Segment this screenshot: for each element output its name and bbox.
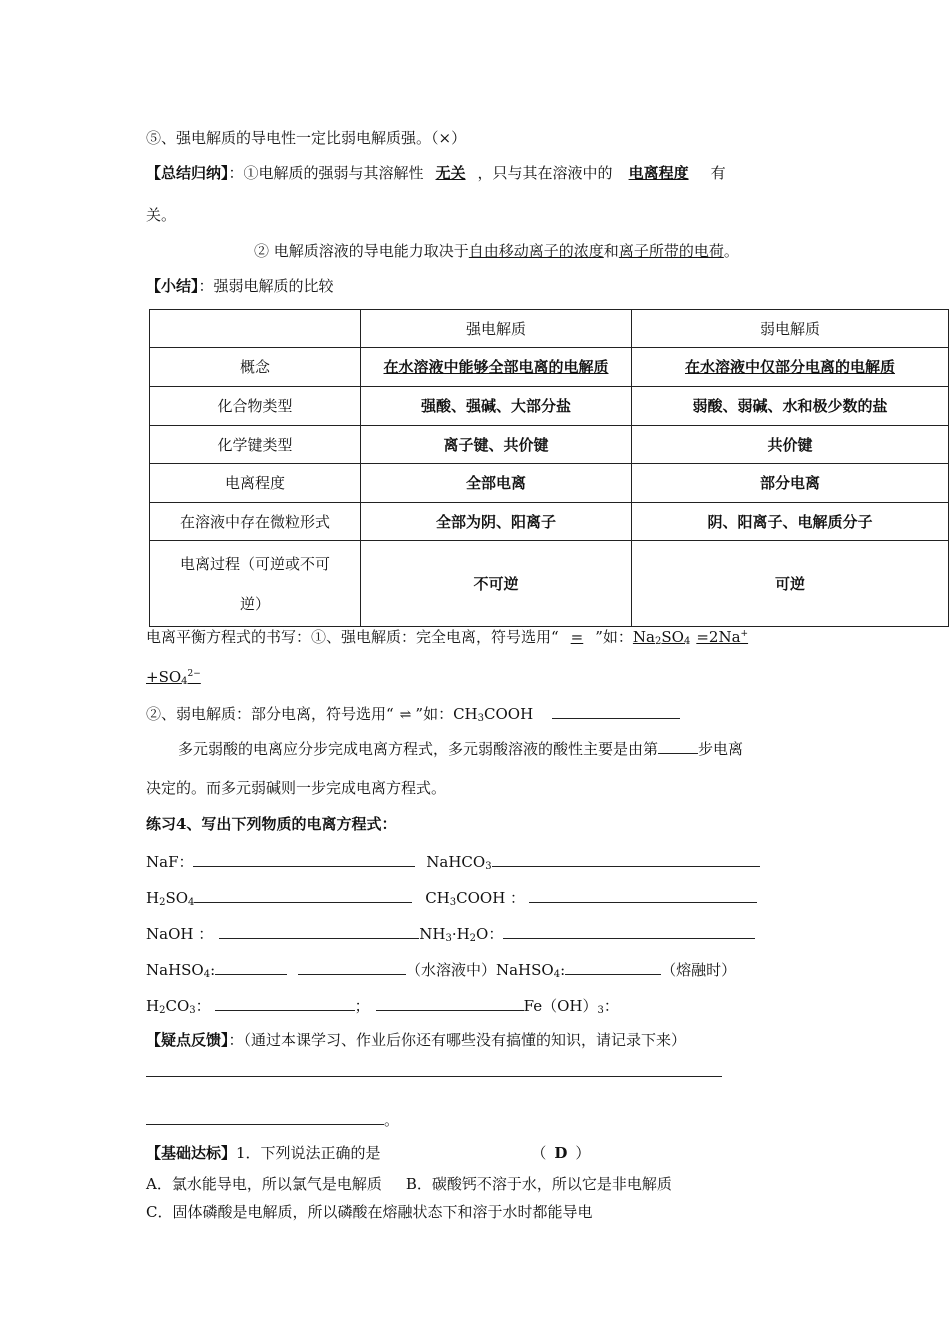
- q1-options-ab: [146, 1174, 672, 1194]
- exercise-row-4: NaHSO$_4$: （水溶液中）NaHSO$_4$: （熔融时）: [146, 958, 736, 985]
- feedback-line-2: 。: [146, 1108, 399, 1130]
- exercise-row-3: NaOH ： $NH_3\cdot H_2O$：: [146, 922, 755, 949]
- table-row: 化合物类型 强酸、强碱、大部分盐 弱酸、弱碱、水和极少数的盐: [150, 387, 949, 426]
- exercise-4-title: 练习4、写出下列物质的电离方程式：: [146, 815, 397, 833]
- comparison-table: [149, 309, 949, 627]
- fill-ionization: 电离程度: [628, 164, 689, 182]
- naf-answer-field[interactable]: [193, 850, 415, 867]
- polyprotic-note: 多元弱酸的电离应分步完成电离方程式，多元弱酸溶液的酸性主要是由第 步电离: [178, 737, 743, 759]
- nh3h2o-answer-field[interactable]: [503, 922, 755, 939]
- option-c: C．固体磷酸是电解质，所以磷酸在熔融状态下和溶于水时都能导电: [146, 1203, 593, 1221]
- ch3cooh-exercise-field[interactable]: [529, 886, 757, 903]
- nahco3-answer-field[interactable]: [492, 850, 760, 867]
- summary-line-1-cont: 关。: [146, 206, 177, 224]
- table-row: 化学键类型 离子键、共价键 共价键: [150, 426, 949, 464]
- exercise-row-5: $H_2CO_3$： ； $Fe(OH)_3$：: [146, 994, 619, 1021]
- h2co3-step2-field[interactable]: [376, 994, 524, 1011]
- option-a: A．氯水能导电，所以氯气是电解质: [146, 1175, 382, 1193]
- na2so4-equation: $Na_2SO_4 =2Na^+$: [632, 628, 749, 647]
- feedback-answer-line-2[interactable]: [146, 1108, 384, 1125]
- naoh-answer-field[interactable]: [219, 922, 419, 939]
- summary-tag: 【总结归纳】: [146, 164, 229, 182]
- eq-strong-cont: $+SO_4^{2-}$: [146, 668, 201, 687]
- option-b: B．碳酸钙不溶于水，所以它是非电解质: [405, 1175, 672, 1193]
- table-row: 概念 在水溶液中能够全部电离的电解质 在水溶液中仅部分电离的电解质: [150, 348, 949, 387]
- step-answer-field[interactable]: [658, 737, 698, 754]
- feedback-answer-line-1[interactable]: [146, 1076, 722, 1077]
- small-summary: 【小结】：强弱电解质的比较: [146, 277, 334, 295]
- statement-5: ⑤、强电解质的导电性一定比弱电解质强。（×）: [146, 129, 467, 147]
- polyprotic-note-cont: 决定的。而多元弱碱则一步完成电离方程式。: [146, 779, 447, 797]
- table-row: 强电解质 弱电解质: [150, 310, 949, 348]
- feedback: 【疑点反馈】：（通过本课学习、作业后你还有哪些没有搞懂的知识，请记录下来）: [146, 1031, 687, 1049]
- h2so4-answer-field[interactable]: [194, 886, 412, 903]
- eq-weak: ②、弱电解质：部分电离，符号选用“ ⇌ ”如：$CH_3COOH$: [146, 702, 680, 729]
- ch3cooh-answer-field[interactable]: [552, 702, 680, 719]
- exercise-row-2: $H_2SO_4$ $CH_3COOH$ ：: [146, 886, 757, 913]
- basic-q1: 【基础达标】1．下列说法正确的是 （ D ）: [146, 1144, 591, 1162]
- table-row: 电离程度 全部电离 部分电离: [150, 464, 949, 503]
- nahso4-aq-field-2[interactable]: [298, 958, 406, 975]
- nahso4-melt-field[interactable]: [565, 958, 661, 975]
- eq-strong: 电离平衡方程式的书写：①、强电解质：完全电离，符号选用“ = ”如：$Na_2SO_4 =2Na^+$: [146, 628, 749, 647]
- summary-line-1: 【总结归纳】：①电解质的强弱与其溶解性 无关 ，只与其在溶液中的 电离程度 有: [146, 164, 726, 182]
- nahso4-aq-field-1[interactable]: [215, 958, 287, 975]
- table-row: 在溶液中存在微粒形式 全部为阴、阳离子 阴、阳离子、电解质分子: [150, 503, 949, 541]
- summary-line-2: ② 电解质溶液的导电能力取决于自由移动离子的浓度和离子所带的电荷。: [254, 242, 739, 260]
- q1-answer: D: [554, 1144, 568, 1162]
- exercise-row-1: NaF： NaHCO$_3$: [146, 850, 760, 877]
- h2co3-step1-field[interactable]: [215, 994, 355, 1011]
- reversible-arrow-icon: ⇌: [399, 707, 410, 723]
- fill-solubility: 无关: [435, 164, 466, 182]
- table-row: 电离过程（可逆或不可 逆） 不可逆 可逆: [150, 541, 949, 627]
- fill-ion-concentration: 自由移动离子的浓度: [468, 242, 604, 260]
- eq-sign-strong: =: [570, 628, 584, 646]
- fill-ion-charge: 离子所带的电荷: [618, 242, 724, 260]
